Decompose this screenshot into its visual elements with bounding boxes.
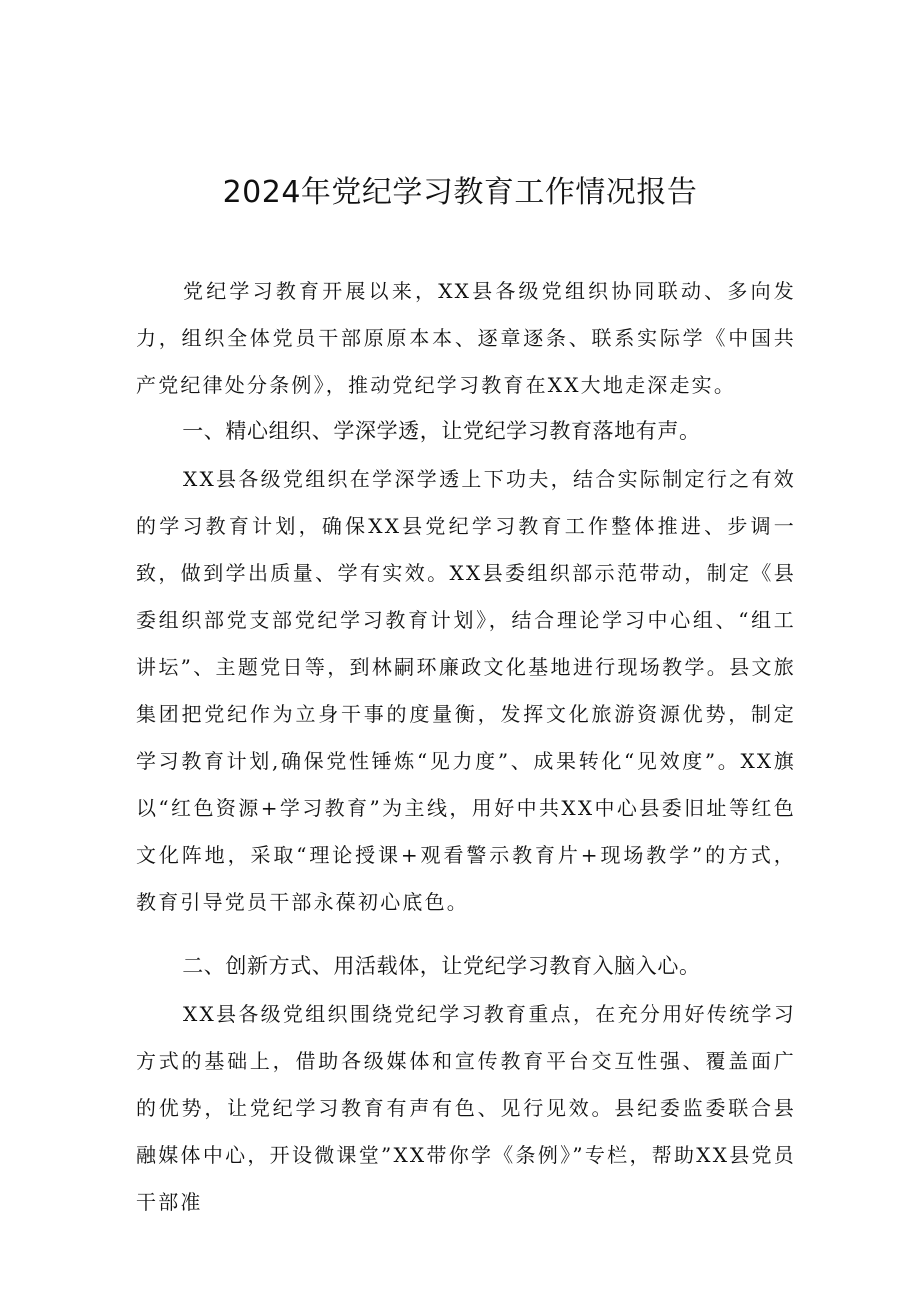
document-title: 2024年党纪学习教育工作情况报告 [222,175,698,210]
section-heading-2: 二、创新方式、用活载体，让党纪学习教育入脑入心。 [182,954,701,978]
section-1-paragraph: XX县各级党组织在学深学透上下功夫，结合实际制定行之有效的学习教育计划，确保XX县党纪学习教育工作整体推进、步调一致，做到学出质量、学有实效。XX县委组织部示范带动，制定《县委组织部党支部党纪学习教育计划》，结合理论学习中心组、“组工讲坛”、主题党日等，到林嗣环廉政文化基地进行现场教学。县文旅集团把党纪作为立身干事的度量衡，发挥文化旅游资源优势，制定学习教育计划,确保党性锤炼“见力度”、成果转化“见效度”。XX旗以“红色资源+学习教育”为主线，用好中共XX中心县委旧址等红色文化阵地，采取“理论授课+观看警示教育片+现场教学”的方式，教育引导党员干部永葆初心底色。 [136,467,796,914]
section-2-paragraph: XX县各级党组织围绕党纪学习教育重点，在充分用好传统学习方式的基础上，借助各级媒体和宣传教育平台交互性强、覆盖面广的优势，让党纪学习教育有声有色、见行见效。县纪委监委联合县融媒体中心，开设微课堂”XX带你学《条例》”专栏，帮助XX县党员干部准 [136,1002,796,1214]
section-heading-1: 一、精心组织、学深学透，让党纪学习教育落地有声。 [182,419,701,443]
intro-paragraph: 党纪学习教育开展以来，XX县各级党组织协同联动、多向发力，组织全体党员干部原原本本、逐章逐条、联系实际学《中国共产党纪律处分条例》，推动党纪学习教育在XX大地走深走实。 [136,279,796,397]
